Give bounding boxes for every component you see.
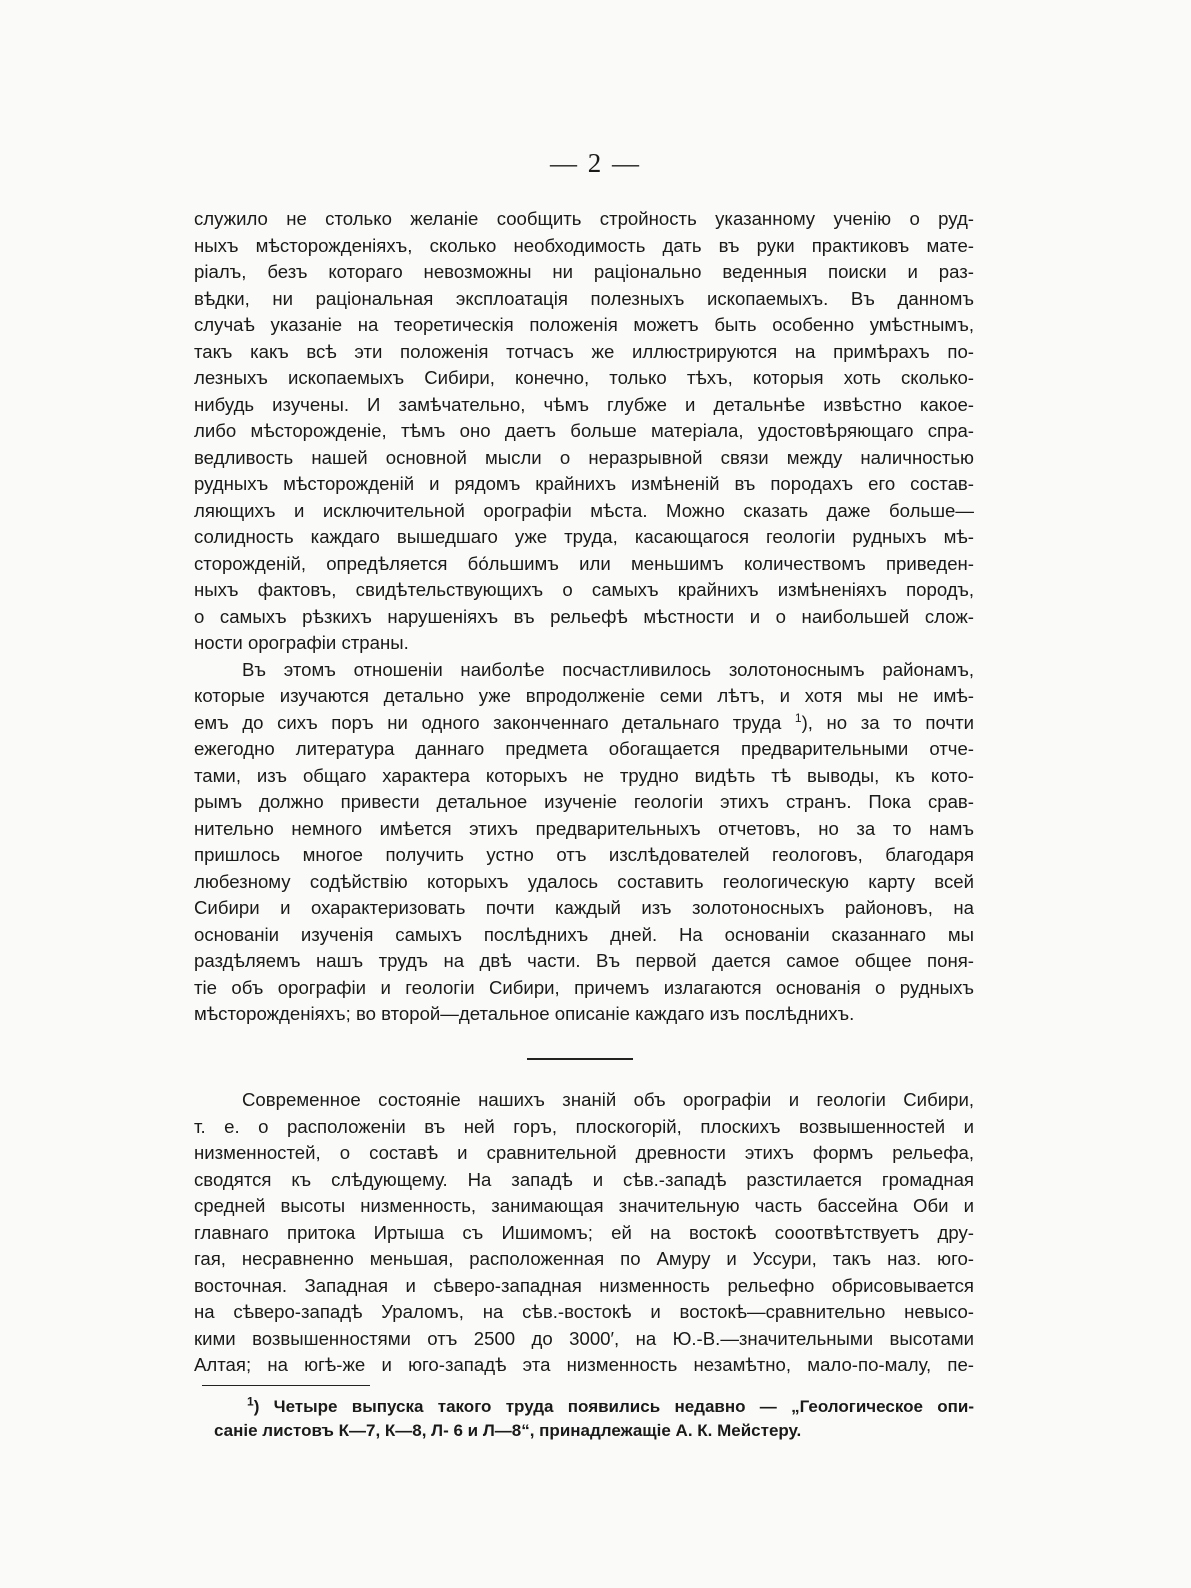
- text-line: гая, несравненно меньшая, расположенная по Амуру и Уссури, такъ наз. юго-: [194, 1248, 974, 1269]
- text-line: Современное состояніе нашихъ знаній объ орографіи и геологіи Сибири,: [242, 1089, 974, 1110]
- text-block-intro: [194, 206, 974, 1028]
- footnote-mark: 1: [247, 1394, 254, 1409]
- text-line: кими возвышенностями отъ 2500 до 3000′, на Ю.-В.—значительными высотами: [194, 1327, 974, 1349]
- text-line: на сѣверо-западѣ Ураломъ, на сѣв.-востокѣ и востокѣ—сравнительно невысо-: [194, 1301, 974, 1322]
- footnote: [214, 1395, 974, 1443]
- text-line-with-footnote-ref: [194, 710, 974, 737]
- page-number: — 2 —: [550, 148, 641, 178]
- text-line: нительно немного имѣется этихъ предварительныхъ отчетовъ, но за то намъ: [194, 817, 974, 839]
- text-line: служило не столько желаніе сообщить стройность указанному ученію о руд-: [194, 208, 974, 229]
- footnote-line: [214, 1395, 974, 1419]
- text-line: ежегодно литература даннаго предмета обогащается предварительными отче-: [194, 738, 974, 759]
- text-line: любезному содѣйствію которыхъ удалось составить геологическую карту всей: [194, 870, 974, 892]
- text-line: основаніи изученія самыхъ послѣднихъ дней. На основаніи сказаннаго мы: [194, 923, 974, 945]
- text-line: ведливость нашей основной мысли о неразрывной связи между наличностью: [194, 446, 974, 468]
- text-line: ныхъ фактовъ, свидѣтельствующихъ о самыхъ крайнихъ измѣненіяхъ породъ,: [194, 579, 974, 600]
- text-line: сторожденій, опредѣляется бо́льшимъ или меньшимъ количествомъ приведен-: [194, 552, 974, 574]
- text-line: рудныхъ мѣсторожденій и рядомъ крайнихъ измѣненій въ породахъ его состав-: [194, 473, 974, 494]
- text-line: тіе объ орографіи и геологіи Сибири, причемъ излагаются основанія о рудныхъ: [194, 976, 974, 998]
- text-line: о самыхъ рѣзкихъ нарушеніяхъ въ рельефѣ мѣстности и о наибольшей слож-: [194, 605, 974, 627]
- text-segment: емъ до сихъ поръ ни одного законченнаго детальнаго труда: [194, 711, 782, 733]
- text-line: ріалъ, безъ котораго невозможны ни раціонально веденныя поиски и раз-: [194, 261, 974, 282]
- text-line: пришлось многое получить устно отъ изслѣдователей геологовъ, благодаря: [194, 844, 974, 865]
- text-block-orography: [194, 1087, 974, 1379]
- text-line: т. е. о расположеніи въ ней горъ, плоскогорій, плоскихъ возвышенностей и: [194, 1115, 974, 1137]
- text-line: либо мѣсторожденіе, тѣмъ оно даетъ больше матеріала, удостовѣряющаго спра-: [194, 420, 974, 441]
- text-line: ныхъ мѣсторожденіяхъ, сколько необходимость дать въ руки практиковъ мате-: [194, 234, 974, 256]
- text-line: которые изучаются детально уже впродолженіе семи лѣтъ, и хотя мы не имѣ-: [194, 685, 974, 706]
- text-line: восточная. Западная и сѣверо-западная низменность рельефно обрисовывается: [194, 1274, 974, 1296]
- text-line: средней высоты низменность, занимающая значительную часть бассейна Оби и: [194, 1195, 974, 1216]
- text-line: вѣдки, ни раціональная эксплоатація полезныхъ ископаемыхъ. Въ данномъ: [194, 287, 974, 309]
- text-line: рымъ должно привести детальное изученіе геологіи этихъ странъ. Пока срав-: [194, 791, 974, 812]
- text-line: ности орографіи страны.: [194, 632, 409, 653]
- text-line: Въ этомъ отношеніи наиболѣе посчастливилось золотоноснымъ районамъ,: [242, 658, 974, 680]
- text-segment: ), но за то почти: [801, 711, 974, 733]
- footnote-reference: 1: [794, 710, 802, 725]
- text-line: тами, изъ общаго характера которыхъ не трудно видѣть тѣ выводы, къ кото-: [194, 764, 974, 786]
- text-line: ляющихъ и исключительной орографіи мѣста. Можно сказать даже больше—: [194, 499, 974, 521]
- text-line: Сибири и охарактеризовать почти каждый изъ золотоносныхъ районовъ, на: [194, 897, 974, 918]
- text-line: лезныхъ ископаемыхъ Сибири, конечно, только тѣхъ, которыя хоть сколько-: [194, 367, 974, 388]
- text-line: главнаго притока Иртыша съ Ишимомъ; ей на востокѣ сооотвѣтствуетъ дру-: [194, 1221, 974, 1243]
- text-line: Алтая; на югѣ-же и юго-западѣ эта низменность незамѣтно, мало-по-малу, пе-: [194, 1354, 974, 1375]
- text-line: раздѣляемъ нашъ трудъ на двѣ части. Въ первой дается самое общее поня-: [194, 950, 974, 971]
- text-line: солидность каждаго вышедшаго уже труда, касающагося геологіи рудныхъ мѣ-: [194, 526, 974, 547]
- footnote-rule: [202, 1385, 370, 1386]
- text-line: низменностей, о составѣ и сравнительной древности этихъ формъ рельефа,: [194, 1142, 974, 1163]
- text-line: сводятся къ слѣдующему. На западѣ и сѣв.-западѣ разстилается громадная: [194, 1168, 974, 1190]
- text-line: мѣсторожденіяхъ; во второй—детальное описаніе каждаго изъ послѣднихъ.: [194, 1003, 855, 1024]
- section-divider: [527, 1058, 633, 1060]
- text-line: такъ какъ всѣ эти положенія тотчасъ же иллюстрируются на примѣрахъ по-: [194, 340, 974, 362]
- footnote-line: саніе листовъ К—7, К—8, Л- 6 и Л—8“, принадлежащіе А. К. Мейстеру.: [214, 1421, 802, 1440]
- text-line: случаѣ указаніе на теоретическія положенія можетъ быть особенно умѣстнымъ,: [194, 314, 974, 335]
- text-line: нибудь изучены. И замѣчательно, чѣмъ глубже и детальнѣе извѣстно какое-: [194, 393, 974, 415]
- text-segment: ) Четыре выпуска такого труда появились недавно — „Геологическое опи-: [253, 1397, 974, 1416]
